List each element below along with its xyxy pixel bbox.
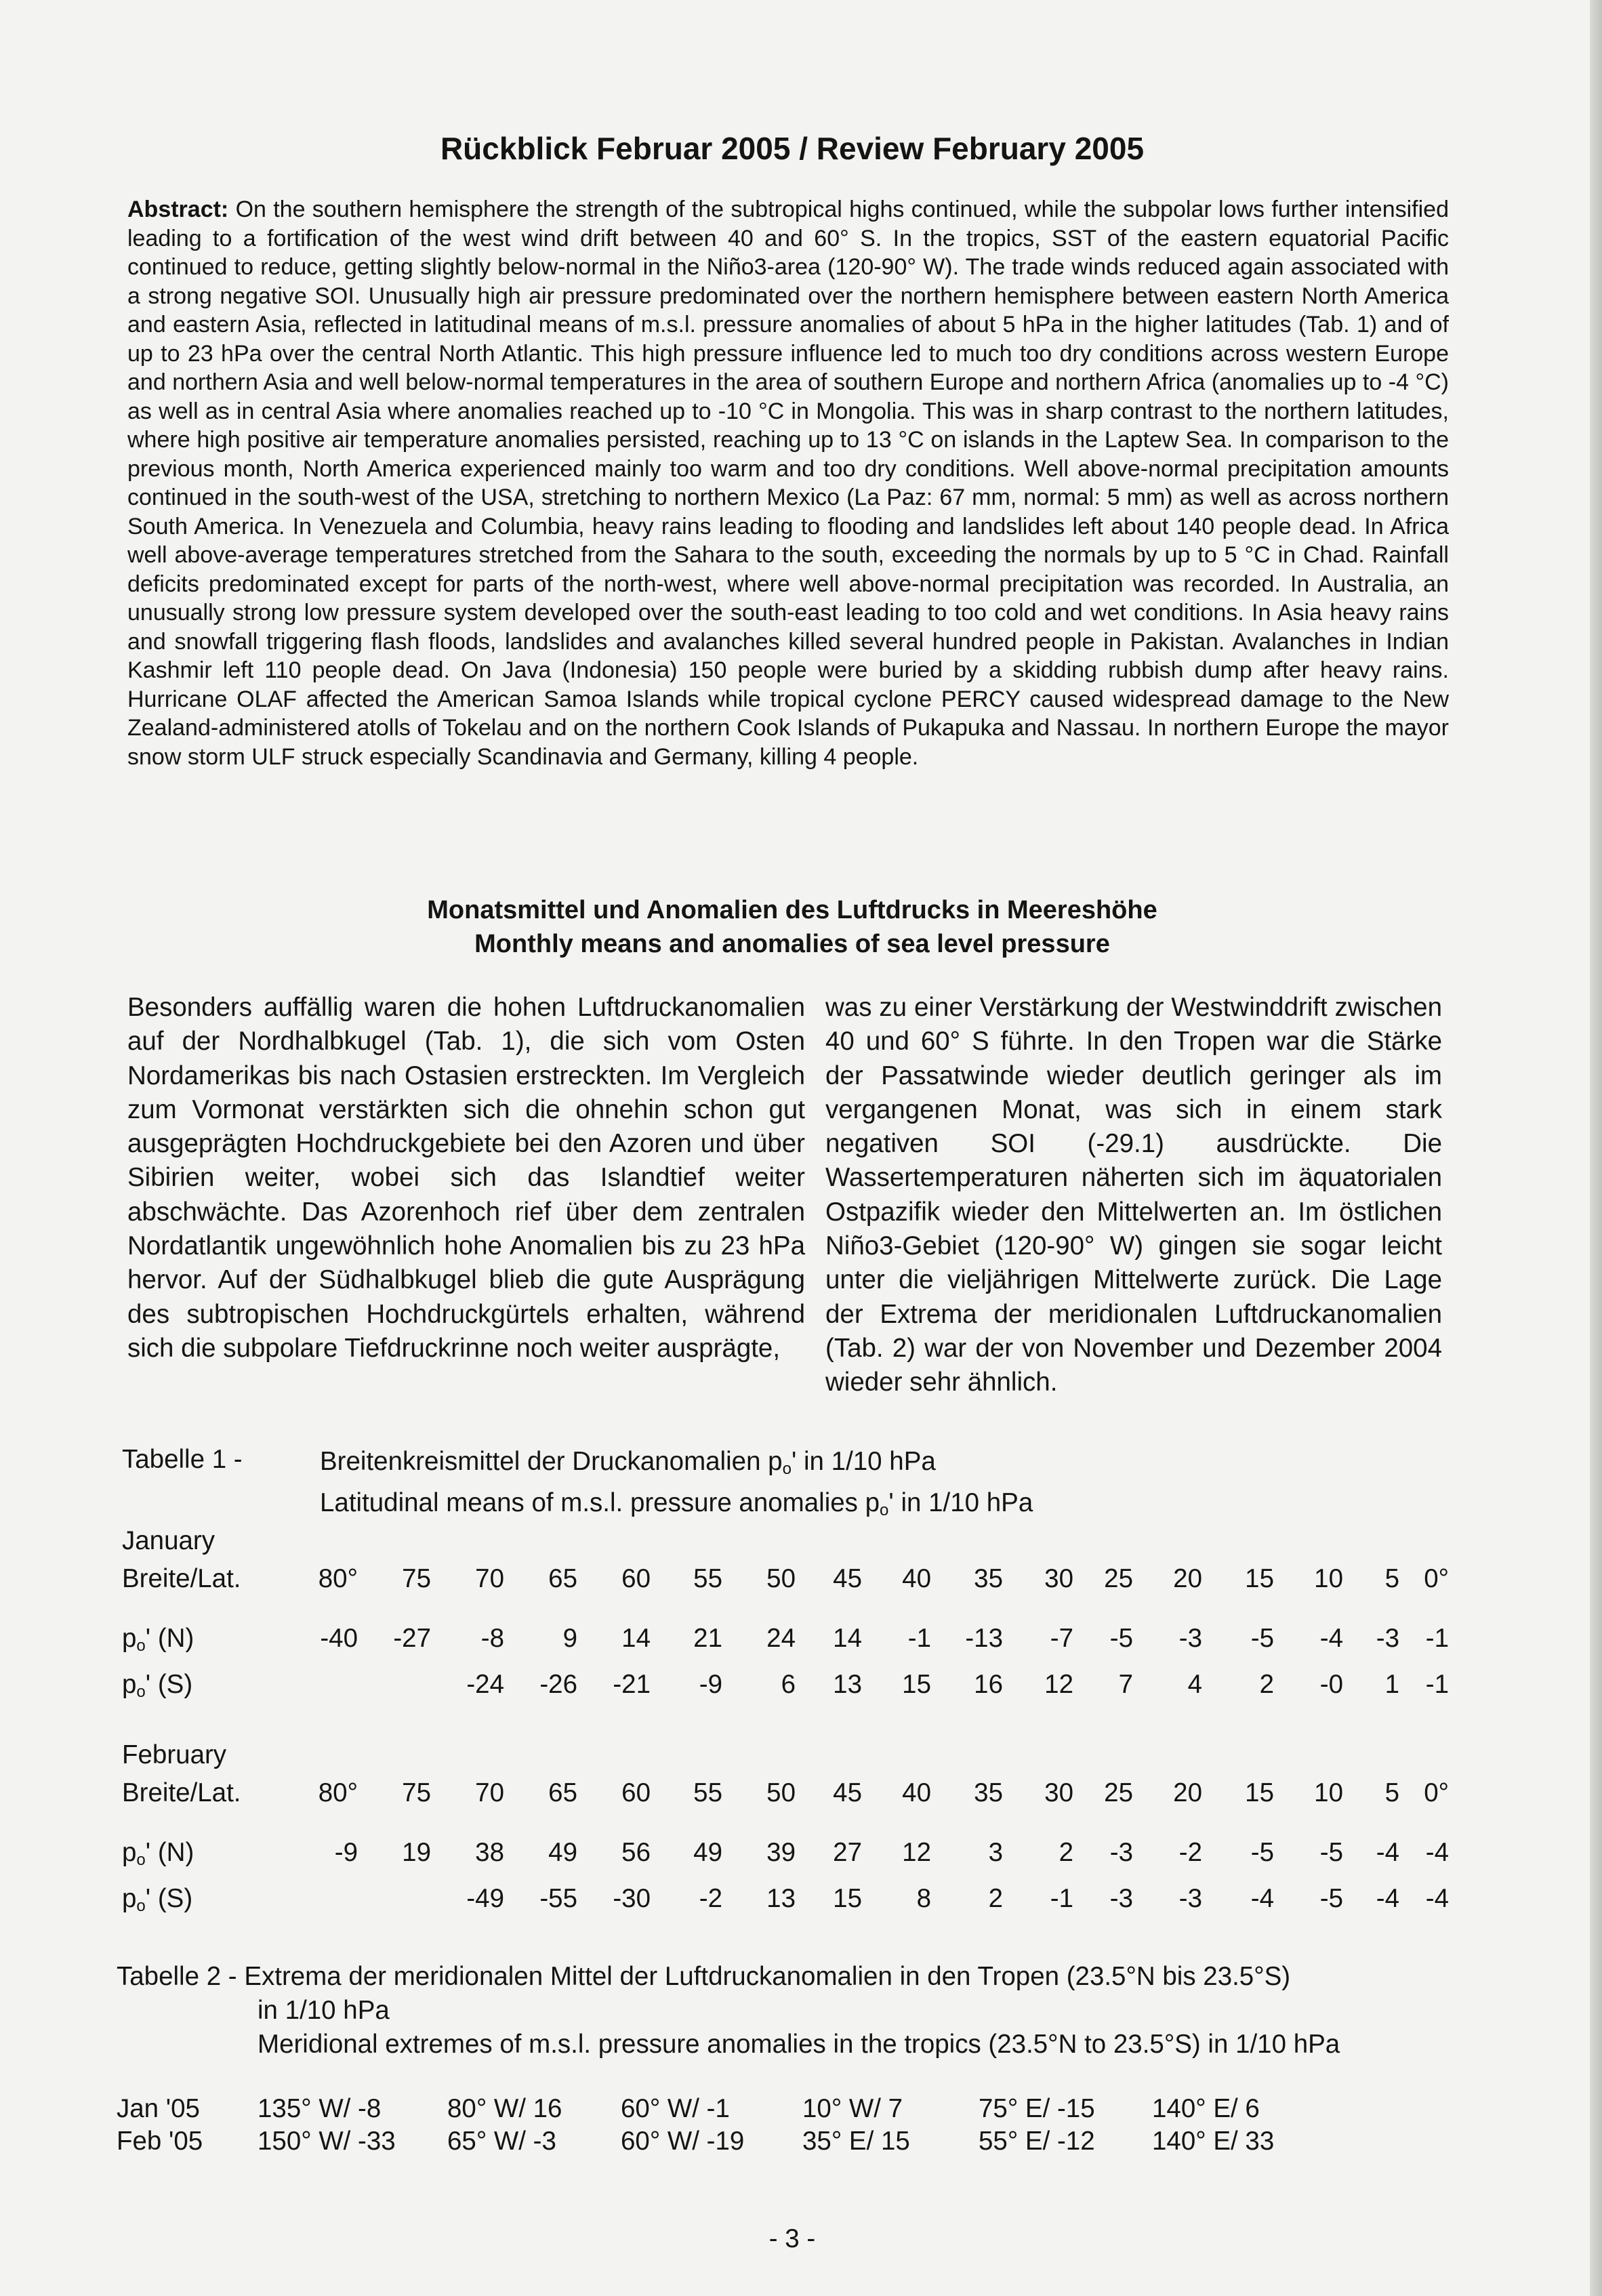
anomaly-cell: -0 [1319, 1670, 1343, 1699]
anomaly-cell: -1 [1425, 1624, 1449, 1653]
anomaly-cell: 2 [1259, 1670, 1274, 1699]
latitude-cell: 5 [1384, 1564, 1399, 1593]
anomaly-cell: 6 [781, 1670, 796, 1699]
table1-caption [320, 1445, 1033, 1528]
table1-row-south [122, 1884, 1464, 1916]
anomaly-cell: -4 [1376, 1838, 1399, 1867]
table1-row-north [122, 1624, 1464, 1656]
hemisphere-label: ' (N) [145, 1624, 194, 1653]
latitude-cell: 35 [974, 1564, 1003, 1593]
table1-month-heading: February [122, 1740, 227, 1769]
p-subscript: o [136, 1851, 146, 1869]
anomaly-cell: -24 [466, 1670, 504, 1699]
latitude-cell: 30 [1044, 1778, 1073, 1807]
anomaly-cell: -9 [334, 1838, 358, 1867]
anomaly-cell: -1 [1425, 1670, 1449, 1699]
anomaly-cell: 19 [402, 1838, 431, 1867]
caption-unit: ' in 1/10 hPa [791, 1447, 936, 1476]
anomaly-cell: -3 [1109, 1884, 1133, 1913]
hemisphere-label: ' (S) [145, 1670, 193, 1699]
table2-caption-line2: in 1/10 hPa [258, 1996, 390, 2025]
latitude-cell: 25 [1104, 1564, 1133, 1593]
table1-row-label: Breite/Lat. [122, 1564, 241, 1593]
anomaly-cell: -4 [1376, 1884, 1399, 1913]
anomaly-cell: 24 [766, 1624, 796, 1653]
anomaly-cell: 8 [916, 1884, 931, 1913]
anomaly-cell: 1 [1384, 1670, 1399, 1699]
anomaly-cell: -27 [393, 1624, 431, 1653]
anomaly-cell: -5 [1109, 1624, 1133, 1653]
anomaly-cell: 14 [621, 1624, 651, 1653]
anomaly-cell: -26 [539, 1670, 577, 1699]
anomaly-cell: -4 [1425, 1838, 1449, 1867]
latitude-cell: 75 [402, 1564, 431, 1593]
anomaly-cell: -2 [1178, 1838, 1202, 1867]
anomaly-cell: 15 [833, 1884, 862, 1913]
latitude-cell: 20 [1173, 1564, 1202, 1593]
anomaly-cell: 49 [693, 1838, 722, 1867]
latitude-cell: 0° [1424, 1564, 1449, 1593]
anomaly-cell: 9 [562, 1624, 577, 1653]
latitude-cell: 60 [621, 1778, 651, 1807]
caption-sub: o [880, 1501, 889, 1519]
table2-extreme-cell: 10° W/ 7 [802, 2094, 903, 2123]
page-number: - 3 - [768, 2224, 816, 2253]
anomaly-cell: -4 [1250, 1884, 1274, 1913]
table2-row [117, 2127, 1404, 2159]
anomaly-cell: -1 [1050, 1884, 1073, 1913]
latitude-cell: 15 [1245, 1778, 1274, 1807]
p-symbol: p [122, 1884, 137, 1913]
latitude-cell: 70 [475, 1564, 504, 1593]
anomaly-cell: -30 [613, 1884, 651, 1913]
hemisphere-label: ' (S) [145, 1884, 193, 1913]
anomaly-cell: -3 [1376, 1624, 1399, 1653]
page-edge-shadow [1590, 0, 1602, 2296]
latitude-cell: 80° [318, 1564, 358, 1593]
table2-extreme-cell: 60° W/ -19 [621, 2127, 745, 2156]
anomaly-cell: 16 [974, 1670, 1003, 1699]
anomaly-cell: -7 [1050, 1624, 1073, 1653]
abstract-label: Abstract: [127, 197, 229, 222]
section-title-en: Monthly means and anomalies of sea level pressure [474, 930, 1110, 958]
anomaly-cell: -5 [1250, 1838, 1274, 1867]
table2-row-label: Feb '05 [117, 2127, 203, 2156]
anomaly-cell: 14 [833, 1624, 862, 1653]
anomaly-cell: -21 [613, 1670, 651, 1699]
caption-text: Latitudinal means of m.s.l. pressure anomalies p [320, 1488, 880, 1517]
anomaly-cell: -40 [320, 1624, 358, 1653]
anomaly-cell: 27 [833, 1838, 862, 1867]
anomaly-cell: -8 [480, 1624, 504, 1653]
table2-extreme-cell: 80° W/ 16 [447, 2094, 562, 2123]
latitude-cell: 0° [1424, 1778, 1449, 1807]
caption-unit: ' in 1/10 hPa [888, 1488, 1033, 1517]
latitude-cell: 80° [318, 1778, 358, 1807]
latitude-cell: 10 [1314, 1564, 1343, 1593]
anomaly-cell: -2 [699, 1884, 722, 1913]
anomaly-cell: 38 [475, 1838, 504, 1867]
latitude-cell: 45 [833, 1564, 862, 1593]
anomaly-cell: 13 [766, 1884, 796, 1913]
p-symbol: p [122, 1838, 137, 1867]
table1-row-south [122, 1670, 1464, 1702]
table1-row-label [122, 1884, 192, 1916]
table1-row-north [122, 1838, 1464, 1870]
body-column-left: Besonders auffällig waren die hohen Luftdruckanomalien auf der Nordhalbkugel (Tab. 1), die sich vom Osten Nordamerikas bis nach Ostasien erstreckten. Im Vergleich zum Vormonat verstärkten sich die ohnehin schon gut ausgeprägten Hochdruckgebiete bei den Azoren und über Sibirien weiter, wobei sich das Islandtief weiter abschwächte. Das Azorenhoch rief über dem zentralen Nordatlantik ungewöhnlich hohe Anomalien bis zu 23 hPa hervor. Auf der Südhalbkugel blieb die gute Ausprägung des subtropischen Hochdruckgürtels erhalten, während sich die subpolare Tiefdruckrinne noch weiter ausprägte, [127, 993, 805, 1363]
latitude-cell: 75 [402, 1778, 431, 1807]
p-symbol: p [122, 1624, 137, 1653]
anomaly-cell: -5 [1319, 1884, 1343, 1913]
latitude-cell: 50 [766, 1564, 796, 1593]
latitude-cell: 55 [693, 1778, 722, 1807]
anomaly-cell: -5 [1250, 1624, 1274, 1653]
latitude-cell: 10 [1314, 1778, 1343, 1807]
p-symbol: p [122, 1670, 137, 1699]
anomaly-cell: 56 [621, 1838, 651, 1867]
table2-extreme-cell: 55° E/ -12 [979, 2127, 1095, 2156]
latitude-cell: 35 [974, 1778, 1003, 1807]
latitude-cell: 65 [548, 1564, 577, 1593]
table1-caption-de [320, 1445, 1033, 1486]
table2-extreme-cell: 75° E/ -15 [979, 2094, 1095, 2123]
anomaly-cell: -3 [1109, 1838, 1133, 1867]
latitude-cell: 50 [766, 1778, 796, 1807]
latitude-cell: 45 [833, 1778, 862, 1807]
table2-extreme-cell: 60° W/ -1 [621, 2094, 730, 2123]
anomaly-cell: 7 [1118, 1670, 1133, 1699]
p-subscript: o [136, 1637, 146, 1655]
latitude-cell: 20 [1173, 1778, 1202, 1807]
table2-caption-line1: Tabelle 2 - Extrema der meridionalen Mittel der Luftdruckanomalien in den Tropen (23.5°N bis 23.5°S) [117, 1962, 1291, 1991]
anomaly-cell: 15 [902, 1670, 931, 1699]
table1-month-heading: January [122, 1526, 215, 1555]
anomaly-cell: -4 [1425, 1884, 1449, 1913]
anomaly-cell: 12 [1044, 1670, 1073, 1699]
table1-row-label: Breite/Lat. [122, 1778, 241, 1807]
latitude-cell: 70 [475, 1778, 504, 1807]
latitude-cell: 65 [548, 1778, 577, 1807]
anomaly-cell: 2 [1059, 1838, 1073, 1867]
table2-extreme-cell: 140° E/ 6 [1152, 2094, 1260, 2123]
page-title: Rückblick Februar 2005 / Review February 2005 [440, 131, 1145, 166]
latitude-cell: 40 [902, 1564, 931, 1593]
anomaly-cell: -4 [1319, 1624, 1343, 1653]
body-column-right: was zu einer Verstärkung der Westwinddrift zwischen 40 und 60° S führte. In den Tropen war die Stärke der Passatwinde wieder deutlich geringer als im vergangenen Monat, was sich in einem stark negativen SOI (-29.1) ausdrückte. Die Wassertemperaturen näherten sich im äquatorialen Ostpazifik wieder den Mittelwerten an. Im östlichen Niño3-Gebiet (120-90° W) gingen sie sogar leicht unter die vieljährigen Mittelwerte zurück. Die Lage der Extrema der meridionalen Luftdruckanomalien (Tab. 2) war der von November und Dezember 2004 wieder sehr ähnlich. [825, 993, 1442, 1397]
anomaly-cell: -9 [699, 1670, 722, 1699]
table1-caption-en [320, 1486, 1033, 1528]
section-title [0, 893, 1584, 961]
table2-extreme-cell: 150° W/ -33 [258, 2127, 396, 2156]
anomaly-cell: -55 [539, 1884, 577, 1913]
hemisphere-label: ' (N) [145, 1838, 194, 1867]
p-subscript: o [136, 1897, 146, 1915]
table2-extreme-cell: 140° E/ 33 [1152, 2127, 1275, 2156]
anomaly-cell: -3 [1178, 1884, 1202, 1913]
p-subscript: o [136, 1683, 146, 1701]
anomaly-cell: -1 [907, 1624, 931, 1653]
abstract [127, 195, 1449, 771]
table1-row-label [122, 1624, 194, 1656]
caption-text: Breitenkreismittel der Druckanomalien p [320, 1447, 783, 1476]
table1-row-label [122, 1670, 192, 1702]
table2-extreme-cell: 35° E/ 15 [802, 2127, 910, 2156]
table2-caption [117, 1960, 1340, 2062]
anomaly-cell: -49 [466, 1884, 504, 1913]
latitude-cell: 15 [1245, 1564, 1274, 1593]
anomaly-cell: -5 [1319, 1838, 1343, 1867]
anomaly-cell: 21 [693, 1624, 722, 1653]
anomaly-cell: -13 [965, 1624, 1003, 1653]
anomaly-cell: -3 [1178, 1624, 1202, 1653]
caption-sub: o [782, 1460, 792, 1478]
anomaly-cell: 39 [766, 1838, 796, 1867]
latitude-cell: 40 [902, 1778, 931, 1807]
table2-extreme-cell: 65° W/ -3 [447, 2127, 556, 2156]
anomaly-cell: 2 [988, 1884, 1003, 1913]
table2-caption-line3: Meridional extremes of m.s.l. pressure anomalies in the tropics (23.5°N to 23.5°S) in 1/10 hPa [258, 2030, 1340, 2059]
anomaly-cell: 12 [902, 1838, 931, 1867]
table1-row-lat [122, 1564, 1464, 1597]
latitude-cell: 60 [621, 1564, 651, 1593]
anomaly-cell: 49 [548, 1838, 577, 1867]
anomaly-cell: 13 [833, 1670, 862, 1699]
table2-extreme-cell: 135° W/ -8 [258, 2094, 382, 2123]
latitude-cell: 30 [1044, 1564, 1073, 1593]
table2-row-label: Jan '05 [117, 2094, 200, 2123]
latitude-cell: 55 [693, 1564, 722, 1593]
anomaly-cell: 3 [988, 1838, 1003, 1867]
anomaly-cell: 4 [1187, 1670, 1202, 1699]
table1-row-label [122, 1838, 194, 1870]
table2-row [117, 2094, 1404, 2127]
section-title-de: Monatsmittel und Anomalien des Luftdrucks in Meereshöhe [427, 896, 1157, 924]
latitude-cell: 25 [1104, 1778, 1133, 1807]
table1-label: Tabelle 1 - [122, 1445, 243, 1474]
abstract-text: On the southern hemisphere the strength of the subtropical highs continued, while the subpolar lows further intensified leading to a fortification of the west wind drift between 40 and 60° S. In the tropics, SST of the eastern equatorial Pacific continued to reduce, getting slightly below-normal in the Niño3-area (120-90° W). The trade winds reduced again associated with a strong negative SOI. Unusually high air pressure predominated over the northern hemisphere between eastern North America and eastern Asia, reflected in latitudinal means of m.s.l. pressure anomalies of about 5 hPa in the higher latitudes (Tab. 1) and of up to 23 hPa over the central North Atlantic. This high pressure influence led to much too dry conditions across western Europe and northern Asia and well below-normal temperatures in the area of southern Europe and northern Africa (anomalies up to -4 °C) as well as in central Asia where anomalies reached up to -10 °C in Mongolia. This was in sharp contrast to the northern latitudes, where high positive air temperature anomalies persisted, reaching up to 13 °C on islands in the Laptew Sea. In comparison to the previous month, North America experienced mainly too warm and too dry conditions. Well above-normal precipitation amounts continued in the south-west of the USA, stretching to northern Mexico (La Paz: 67 mm, normal: 5 mm) as well as across northern South America. In Venezuela and Columbia, heavy rains leading to flooding and landslides left about 140 people dead. In Africa well above-average temperatures stretched from the Sahara to the south, exceeding the normals by up to 5 °C in Chad. Rainfall deficits predominated except for parts of the north-west, where well above-normal precipitation was recorded. In Australia, an unusually strong low pressure system developed over the south-east leading to too cold and wet conditions. In Asia heavy rains and snowfall triggering flash floods, landslides and avalanches killed several hundred people in Pakistan. Avalanches in Indian Kashmir left 110 people dead. On Java (Indonesia) 150 people were buried by a skidding rubbish dump after heavy rains. Hurricane OLAF affected the American Samoa Islands while tropical cyclone PERCY caused widespread damage to the New Zealand-administered atolls of Tokelau and on the northern Cook Islands of Pukapuka and Nassau. In northern Europe the mayor snow storm ULF struck especially Scandinavia and Germany, killing 4 people. [127, 197, 1449, 770]
table1-row-lat [122, 1778, 1464, 1811]
latitude-cell: 5 [1384, 1778, 1399, 1807]
